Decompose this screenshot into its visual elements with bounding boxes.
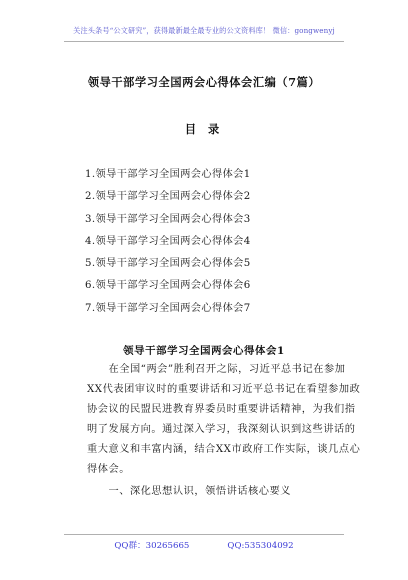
footer-note [0,539,408,551]
paragraph-line: 协会议的民盟民进教育界委员时重要讲话精神，为我们指 [87,404,356,415]
footer-qq-group: QQ群：30265665 [114,541,190,551]
toc-item-7[interactable]: 7.领导干部学习全国两会心得体会7 [85,302,251,314]
paragraph-line: XX代表团审议时的重要讲话和习近平总书记在看望参加政 [87,384,361,395]
footer-divider [64,534,344,535]
paragraph-line: 在全国“两会”胜利召开之际，习近平总书记在参加 [87,364,346,375]
paragraph-line: 一、深化思想认识，领悟讲话核心要义 [87,486,292,497]
header-note: 关注头条号“公文研究”，获得最新最全最专业的公文资料库！ 微信：gongwenyj [73,26,335,35]
table-of-contents [85,169,251,325]
paragraph-line: 明了发展方向。通过深入学习，我深刻认识到这些讲话的 [87,424,356,435]
toc-item-6[interactable]: 6.领导干部学习全国两会心得体会6 [85,280,251,292]
section-title: 领导干部学习全国两会心得体会1 [123,345,285,357]
paragraph-line: 得体会。 [87,464,130,475]
paragraph-line: 重大意义和丰富内涵，结合XX市政府工作实际，谈几点心 [87,444,361,455]
toc-item-5[interactable]: 5.领导干部学习全国两会心得体会5 [85,258,251,270]
toc-item-4[interactable]: 4.领导干部学习全国两会心得体会4 [85,235,251,247]
footer-qq: QQ:535304092 [227,541,294,551]
toc-heading: 目 录 [184,122,224,136]
subheading-paragraph [87,482,353,502]
toc-item-1[interactable]: 1.领导干部学习全国两会心得体会1 [85,169,251,180]
toc-item-2[interactable]: 2.领导干部学习全国两会心得体会2 [85,191,251,203]
header-divider [64,41,344,42]
body-paragraph [87,360,361,480]
toc-item-3[interactable]: 3.领导干部学习全国两会心得体会3 [85,213,251,225]
document-title: 领导干部学习全国两会心得体会汇编（7篇） [87,75,321,89]
